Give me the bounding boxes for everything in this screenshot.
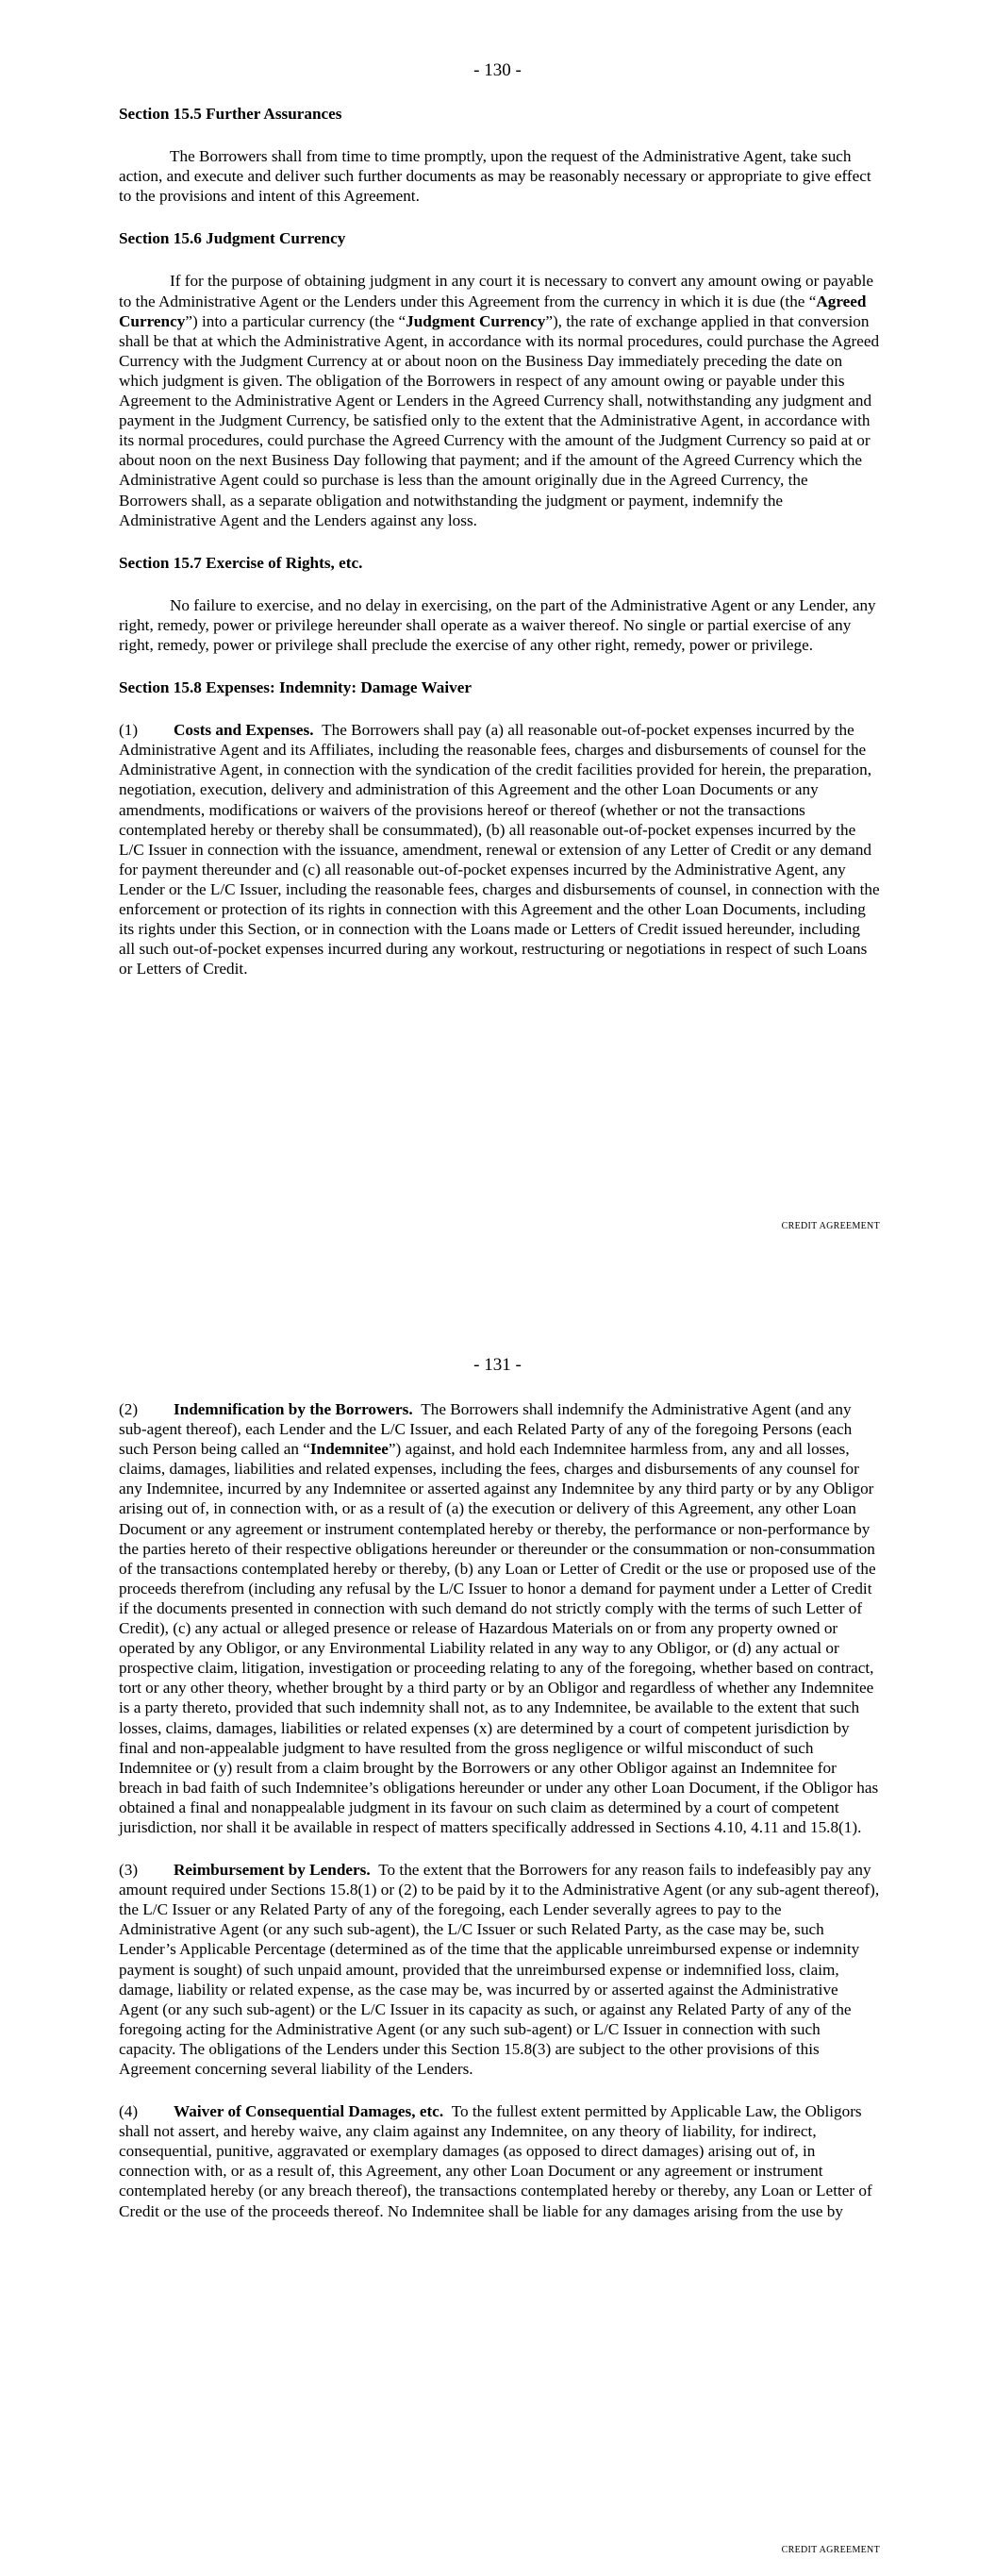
page-number: - 130 - bbox=[473, 60, 522, 80]
section-15-6-body bbox=[119, 271, 880, 529]
paragraph-body: The Borrowers shall pay (a) all reasonable out-of-pocket expenses incurred by the Administrative Agent and its Affiliates, including the reasonable fees, charges and disbursements of counsel for the Administrative Agent, in connection with the syndication of the credit facilities provided for herein, the preparation, negotiation, execution, delivery and administration of this Agreement and the other Loan Documents or any amendments, modifications or waivers of the provisions hereof or thereof (whether or not the transactions contemplated hereby or thereby shall be consummated), (b) all reasonable out-of-pocket expenses incurred by the L/C Issuer in connection with the issuance, amendment, renewal or extension of any Letter of Credit or any demand for payment thereunder and (c) all reasonable out-of-pocket expenses incurred by the Administrative Agent, any Lender or the L/C Issuer, including the reasonable fees, charges and disbursements of counsel, in connection with the enforcement or protection of its rights in connection with this Agreement and the other Loan Documents, including its rights under this Section, or in connection with the Loans made or Letters of Credit issued hereunder, including all such out-of-pocket expenses incurred during any workout, restructuring or negotiations in respect of such Loans or Letters of Credit. bbox=[119, 721, 880, 979]
paragraph-title: Indemnification by the Borrowers. bbox=[174, 1400, 413, 1418]
paragraph-body-1: The Borrowers shall indemnify the Administrative Agent (and any sub-agent thereof), each Lender and the L/C Issuer, and each Related Party of any of the foregoing Persons (each such Person being called an “ bbox=[119, 1400, 853, 1459]
paragraph-number: (1) bbox=[119, 721, 139, 740]
defined-term-agreed-currency: Agreed Currency bbox=[119, 292, 867, 330]
paragraph-body-2: ”) against, and hold each Indemnitee harmless from, any and all losses, claims, damages, liabilities and related expenses, including the fees, charges and disbursements of any counsel for any Indemnitee, incurred by any Indemnitee or asserted against any Indemnitee by any third party or by any Obligor arising out of, in connection with, or as a result of (a) the execution or delivery of this Agreement, any other Loan Document or any agreement or instrument contemplated hereby or thereby, the performance or non-performance by the parties hereto of their respective obligations hereunder or thereunder or the consummation or non-consummation of the transactions contemplated hereby or thereby, (b) any Loan or Letter of Credit or the use or proposed use of the proceeds therefrom (including any refusal by the L/C Issuer to honor a demand for payment under a Letter of Credit if the documents presented in connection with such demand do not strictly comply with the terms of such Letter of Credit), (c) any actual or alleged presence or release of Hazardous Materials on or from any property owned or operated by any Obligor, or any Environmental Liability related in any way to any Obligor, or (d) any actual or prospective claim, litigation, investigation or proceeding relating to any of the foregoing, whether based on contract, tort or any other theory, whether brought by a third party or by an Obligor and regardless of whether any Indemnitee is a party thereto, provided that such indemnity shall not, as to any Indemnitee, be available to the extent that such losses, claims, damages, liabilities or related expenses (x) are determined by a court of competent jurisdiction by final and non-appealable judgment to have resulted from the gross negligence or wilful misconduct of such Indemnitee or (y) result from a claim brought by the Borrowers or any other Obligor against an Indemnitee for breach in bad faith of such Indemnitee’s obligations hereunder or under any other Loan Document, if the Obligor has obtained a final and nonappealable judgment in its favour on such claim as determined by a court of competent jurisdiction, nor shall it be available in respect of matters specifically addressed in Sections 4.10, 4.11 and 15.8(1). bbox=[119, 1440, 879, 1836]
section-15-8-4-paragraph bbox=[119, 2101, 880, 2221]
section-15-8-heading: Section 15.8 Expenses: Indemnity: Damage Waiver bbox=[119, 678, 472, 697]
paragraph-title: Reimbursement by Lenders. bbox=[174, 1861, 371, 1880]
paragraph-body: To the fullest extent permitted by Applicable Law, the Obligors shall not assert, and hereby waive, any claim against any Indemnitee, on any theory of liability, for indirect, consequential, punitive, aggravated or exemplary damages (as opposed to direct damages) arising out of, in connection with, or as a result of, this Agreement, any other Loan Document or any agreement or instrument contemplated hereby (or any breach thereof), the transactions contemplated hereby or thereby, any Loan or Letter of Credit or the use of the proceeds thereof. No Indemnitee shall be liable for any damages arising from the use by bbox=[119, 2102, 872, 2220]
section-15-8-2-paragraph bbox=[119, 1399, 880, 1837]
page-footer: CREDIT AGREEMENT bbox=[781, 1221, 880, 1231]
paragraph-number: (2) bbox=[119, 1400, 139, 1418]
paragraph-title: Costs and Expenses. bbox=[174, 721, 314, 740]
page-130-content bbox=[119, 104, 880, 979]
section-15-6-text-2: ”) into a particular currency (the “ bbox=[185, 311, 406, 330]
page-number: - 131 - bbox=[473, 1355, 522, 1375]
section-15-5-body: The Borrowers shall from time to time promptly, upon the request of the Administrative Agent, take such action, and execute and deliver such further documents as may be reasonably necessary or appropriate to give effect to the provisions and intent of this Agreement. bbox=[119, 147, 871, 206]
page-131-content bbox=[119, 1399, 880, 2221]
section-15-6-heading: Section 15.6 Judgment Currency bbox=[119, 229, 346, 248]
section-15-5-heading: Section 15.5 Further Assurances bbox=[119, 105, 342, 123]
page-footer: CREDIT AGREEMENT bbox=[781, 2545, 880, 2555]
page-separator bbox=[0, 1255, 995, 1307]
defined-term-indemnitee: Indemnitee bbox=[309, 1440, 389, 1459]
section-15-8-1-paragraph bbox=[119, 720, 880, 979]
document-page-130 bbox=[0, 0, 995, 1255]
paragraph-number: (3) bbox=[119, 1861, 139, 1880]
paragraph-number: (4) bbox=[119, 2102, 139, 2121]
section-15-7-body: No failure to exercise, and no delay in exercising, on the part of the Administrative Agent or any Lender, any right, remedy, power or privilege hereunder shall operate as a waiver thereof. No single or partial exercise of any right, remedy, power or privilege shall preclude the exercise of any other right, remedy, power or privilege. bbox=[119, 595, 876, 654]
defined-term-judgment-currency: Judgment Currency bbox=[406, 311, 546, 330]
section-15-7-heading: Section 15.7 Exercise of Rights, etc. bbox=[119, 553, 363, 572]
section-15-8-3-paragraph bbox=[119, 1860, 880, 2079]
paragraph-title: Waiver of Consequential Damages, etc. bbox=[174, 2102, 444, 2121]
paragraph-body: To the extent that the Borrowers for any reason fails to indefeasibly pay any amount required under Sections 15.8(1) or (2) to be paid by it to the Administrative Agent (or any sub-agent thereof), the L/C Issuer or any Related Party of any of the foregoing, each Lender severally agrees to pay to the Administrative Agent (or any such sub-agent), the L/C Issuer or such Related Party, as the case may be, such Lender’s Applicable Percentage (determined as of the time that the applicable unreimbursed expense or indemnity payment is sought) of such unpaid amount, provided that the unreimbursed expense or indemnified loss, claim, damage, liability or related expense, as the case may be, was incurred by or asserted against the Administrative Agent (or any such sub-agent) or the L/C Issuer in its capacity as such, or against any Related Party of any of the foregoing acting for the Administrative Agent (or any such sub-agent) or L/C Issuer in connection with such capacity. The obligations of the Lenders under this Section 15.8(3) are subject to the other provisions of this Agreement concerning several liability of the Lenders. bbox=[119, 1861, 880, 2078]
section-15-6-text-3: ”), the rate of exchange applied in that conversion shall be that at which the Administrative Agent, in accordance with its normal procedures, could purchase the Agreed Currency with the Judgment Currency at or about noon on the Business Day immediately preceding the date on which judgment is given. The obligation of the Borrowers in respect of any amount owing or payable under this Agreement to the Administrative Agent or Lenders in the Agreed Currency shall, notwithstanding any judgment and payment in the Judgment Currency, be satisfied only to the extent that the Administrative Agent, in accordance with its normal procedures, could purchase the Agreed Currency with the amount of the Judgment Currency so paid at or about noon on the next Business Day following that payment; and if the amount of the Agreed Currency which the Administrative Agent could so purchase is less than the amount originally due in the Agreed Currency, the Borrowers shall, as a separate obligation and notwithstanding the judgment or payment, indemnify the Administrative Agent and the Lenders against any loss. bbox=[119, 311, 880, 529]
section-15-6-text-1: If for the purpose of obtaining judgment in any court it is necessary to convert any amount owing or payable to the Administrative Agent or the Lenders under this Agreement from the currency in which it is due (the “ bbox=[119, 272, 874, 310]
document-page-131 bbox=[0, 1307, 995, 2576]
